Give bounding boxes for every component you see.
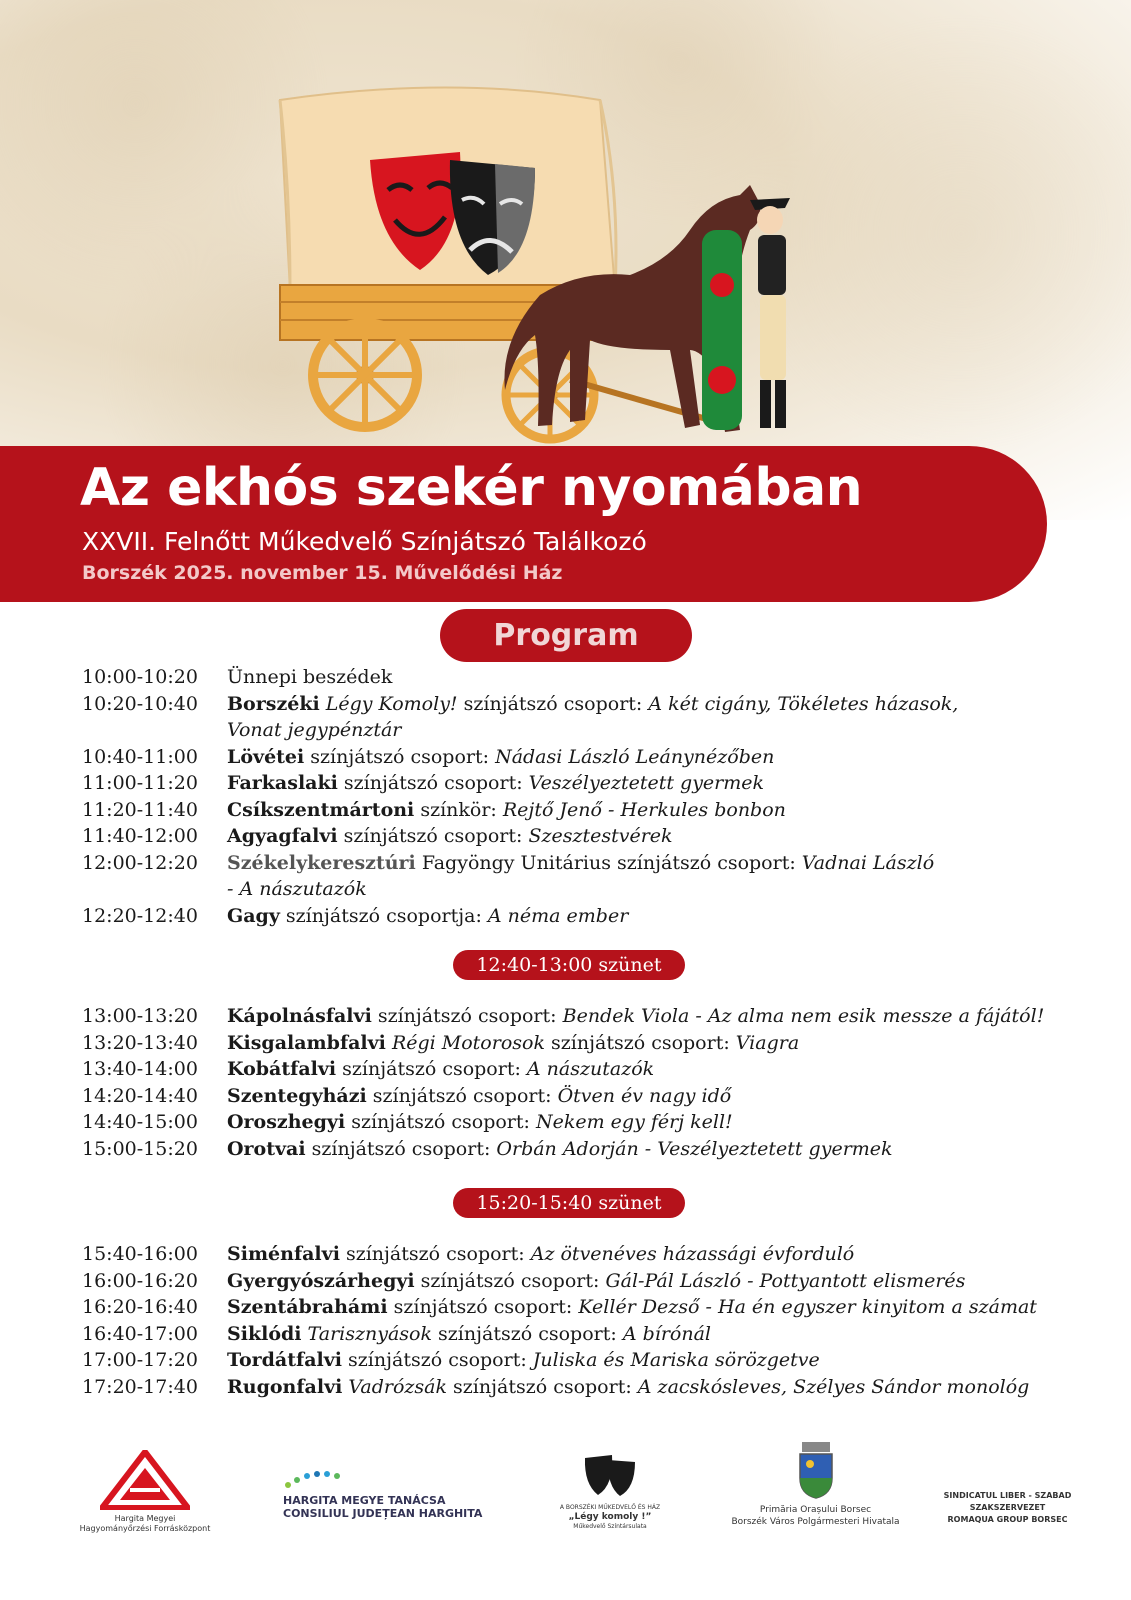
schedule-row xyxy=(82,664,958,691)
council-logo: HARGITA MEGYE TANÁCSA CONSILIUL JUDEȚEAN HARGHITA xyxy=(283,1470,513,1520)
schedule-row xyxy=(82,1321,1037,1348)
schedule-row xyxy=(82,903,958,930)
schedule-desc: Tordátfalvi színjátszó csoport: Juliska és Mariska sörözgetve xyxy=(227,1349,820,1371)
schedule-time: 13:00-13:20 xyxy=(82,1005,198,1027)
sponsor-logos xyxy=(0,1450,1131,1600)
schedule-desc: Farkaslaki színjátszó csoport: Veszélyeztetett gyermek xyxy=(227,772,765,794)
schedule-time: 11:00-11:20 xyxy=(82,772,198,794)
schedule-row xyxy=(82,1294,1037,1321)
schedule-row xyxy=(82,1268,1037,1295)
schedule-time: 14:40-15:00 xyxy=(82,1111,198,1133)
event-subtitle: XXVII. Felnőtt Műkedvelő Színjátszó Találkozó xyxy=(82,527,647,556)
schedule-time: 16:20-16:40 xyxy=(82,1296,198,1318)
schedule-desc: Kisgalambfalvi Régi Motorosok színjátszó csoport: Viagra xyxy=(227,1031,800,1054)
schedule-time: 11:20-11:40 xyxy=(82,798,198,821)
page-title: Az ekhós szekér nyomában xyxy=(80,458,863,518)
schedule-time: 10:00-10:20 xyxy=(82,666,198,688)
schedule-time: 14:20-14:40 xyxy=(82,1084,198,1107)
schedule-row xyxy=(82,1241,1037,1268)
schedule-time: 16:40-17:00 xyxy=(82,1322,198,1345)
schedule-time: 10:20-10:40 xyxy=(82,692,198,715)
legy-komoly-logo: A BORSZÉKI MŰKEDVELŐ ÉS HÁZ „Légy komoly !” Műkedvelő Színtársulata xyxy=(555,1450,665,1531)
borsec-coat-of-arms-icon xyxy=(796,1440,836,1500)
schedule-desc: Szentegyházi színjátszó csoport: Ötven év nagy idő xyxy=(227,1084,732,1107)
schedule-desc: Kobátfalvi színjátszó csoport: A nászutazók xyxy=(227,1058,655,1080)
schedule-desc: Lövétei színjátszó csoport: Nádasi László Leánynézőben xyxy=(227,745,775,768)
schedule-row-continued: - A nászutazók xyxy=(227,878,367,900)
schedule-row xyxy=(82,770,958,797)
schedule-block-morning xyxy=(82,664,958,929)
schedule-desc: Ünnepi beszédek xyxy=(227,666,393,688)
break-badge-2: 15:20-15:40 szünet xyxy=(453,1188,685,1218)
peasant-figure xyxy=(750,198,790,428)
theatre-masks-icon xyxy=(580,1450,640,1500)
schedule-block-evening xyxy=(82,1241,1037,1400)
schedule-desc: Borszéki Légy Komoly! színjátszó csoport: A két cigány, Tökéletes házasok, xyxy=(227,692,959,715)
schedule-row xyxy=(82,850,958,877)
schedule-row-continued: Vonat jegypénztár xyxy=(227,719,402,741)
schedule-desc: Orotvai színjátszó csoport: Orbán Adorján - Veszélyeztetett gyermek xyxy=(227,1137,893,1160)
schedule-row xyxy=(82,1083,1044,1110)
schedule-row xyxy=(82,797,958,824)
schedule-time: 15:00-15:20 xyxy=(82,1137,198,1160)
schedule-row xyxy=(82,1030,1044,1057)
schedule-time: 12:00-12:20 xyxy=(82,851,198,874)
schedule-row xyxy=(82,1136,1044,1163)
schedule-row xyxy=(82,744,958,771)
event-venue-date: Borszék 2025. november 15. Művelődési Ház xyxy=(82,562,563,584)
schedule-row xyxy=(82,823,958,850)
schedule-time: 17:20-17:40 xyxy=(82,1375,198,1398)
schedule-time: 13:40-14:00 xyxy=(82,1058,198,1080)
schedule-desc: Szentábrahámi színjátszó csoport: Kellér Dezső - Ha én egyszer kinyitom a számat xyxy=(227,1296,1037,1318)
schedule-time: 15:40-16:00 xyxy=(82,1243,198,1265)
embroidery-panel xyxy=(702,230,742,430)
schedule-desc: Gagy színjátszó csoportja: A néma ember xyxy=(227,904,629,927)
schedule-time: 12:20-12:40 xyxy=(82,904,198,927)
schedule-desc: Kápolnásfalvi színjátszó csoport: Bendek Viola - Az alma nem esik messze a fájától! xyxy=(227,1005,1045,1027)
schedule-desc: Székelykeresztúri Fagyöngy Unitárius színjátszó csoport: Vadnai László xyxy=(227,851,935,874)
wagon-illustration xyxy=(270,80,830,450)
schedule-time: 16:00-16:20 xyxy=(82,1269,198,1292)
schedule-time: 17:00-17:20 xyxy=(82,1349,198,1371)
schedule-row xyxy=(82,1109,1044,1136)
hargita-center-logo: Hargita Megyei Hagyományőrzési Forrásközpont xyxy=(70,1450,220,1534)
sindicat-logo: SINDICATUL LIBER - SZABAD SZAKSZERVEZET ROMAQUA GROUP BORSEC xyxy=(943,1491,1072,1524)
schedule-row xyxy=(82,1374,1037,1401)
schedule-desc: Gyergyószárhegyi színjátszó csoport: Gál-Pál László - Pottyantott elismerés xyxy=(227,1269,966,1292)
hargita-center-icon xyxy=(100,1450,190,1510)
schedule-time: 10:40-11:00 xyxy=(82,745,198,768)
schedule-time: 11:40-12:00 xyxy=(82,825,198,847)
primaria-logo: Primăria Orașului Borsec Borszék Város Polgármesteri Hivatala xyxy=(728,1440,903,1528)
schedule-time: 13:20-13:40 xyxy=(82,1031,198,1054)
schedule-desc: Agyagfalvi színjátszó csoport: Szesztestvérek xyxy=(227,825,673,847)
schedule-row xyxy=(82,1003,1044,1030)
schedule-desc: Rugonfalvi Vadrózsák színjátszó csoport: A zacskósleves, Szélyes Sándor monológ xyxy=(227,1375,1030,1398)
schedule-desc: Oroszhegyi színjátszó csoport: Nekem egy férj kell! xyxy=(227,1111,733,1133)
schedule-row xyxy=(82,1347,1037,1374)
schedule-desc: Siklódi Tarisznyások színjátszó csoport: A bírónál xyxy=(227,1322,711,1345)
council-dots-icon xyxy=(283,1470,343,1490)
wagon-wheel-left xyxy=(313,323,417,427)
schedule-desc: Siménfalvi színjátszó csoport: Az ötvenéves házassági évforduló xyxy=(227,1243,855,1265)
schedule-block-afternoon xyxy=(82,1003,1044,1162)
schedule-row xyxy=(82,1056,1044,1083)
schedule-desc: Csíkszentmártoni színkör: Rejtő Jenő - Herkules bonbon xyxy=(227,798,786,821)
program-heading: Program xyxy=(440,609,692,662)
schedule-row xyxy=(82,691,958,718)
break-badge-1: 12:40-13:00 szünet xyxy=(453,950,685,980)
